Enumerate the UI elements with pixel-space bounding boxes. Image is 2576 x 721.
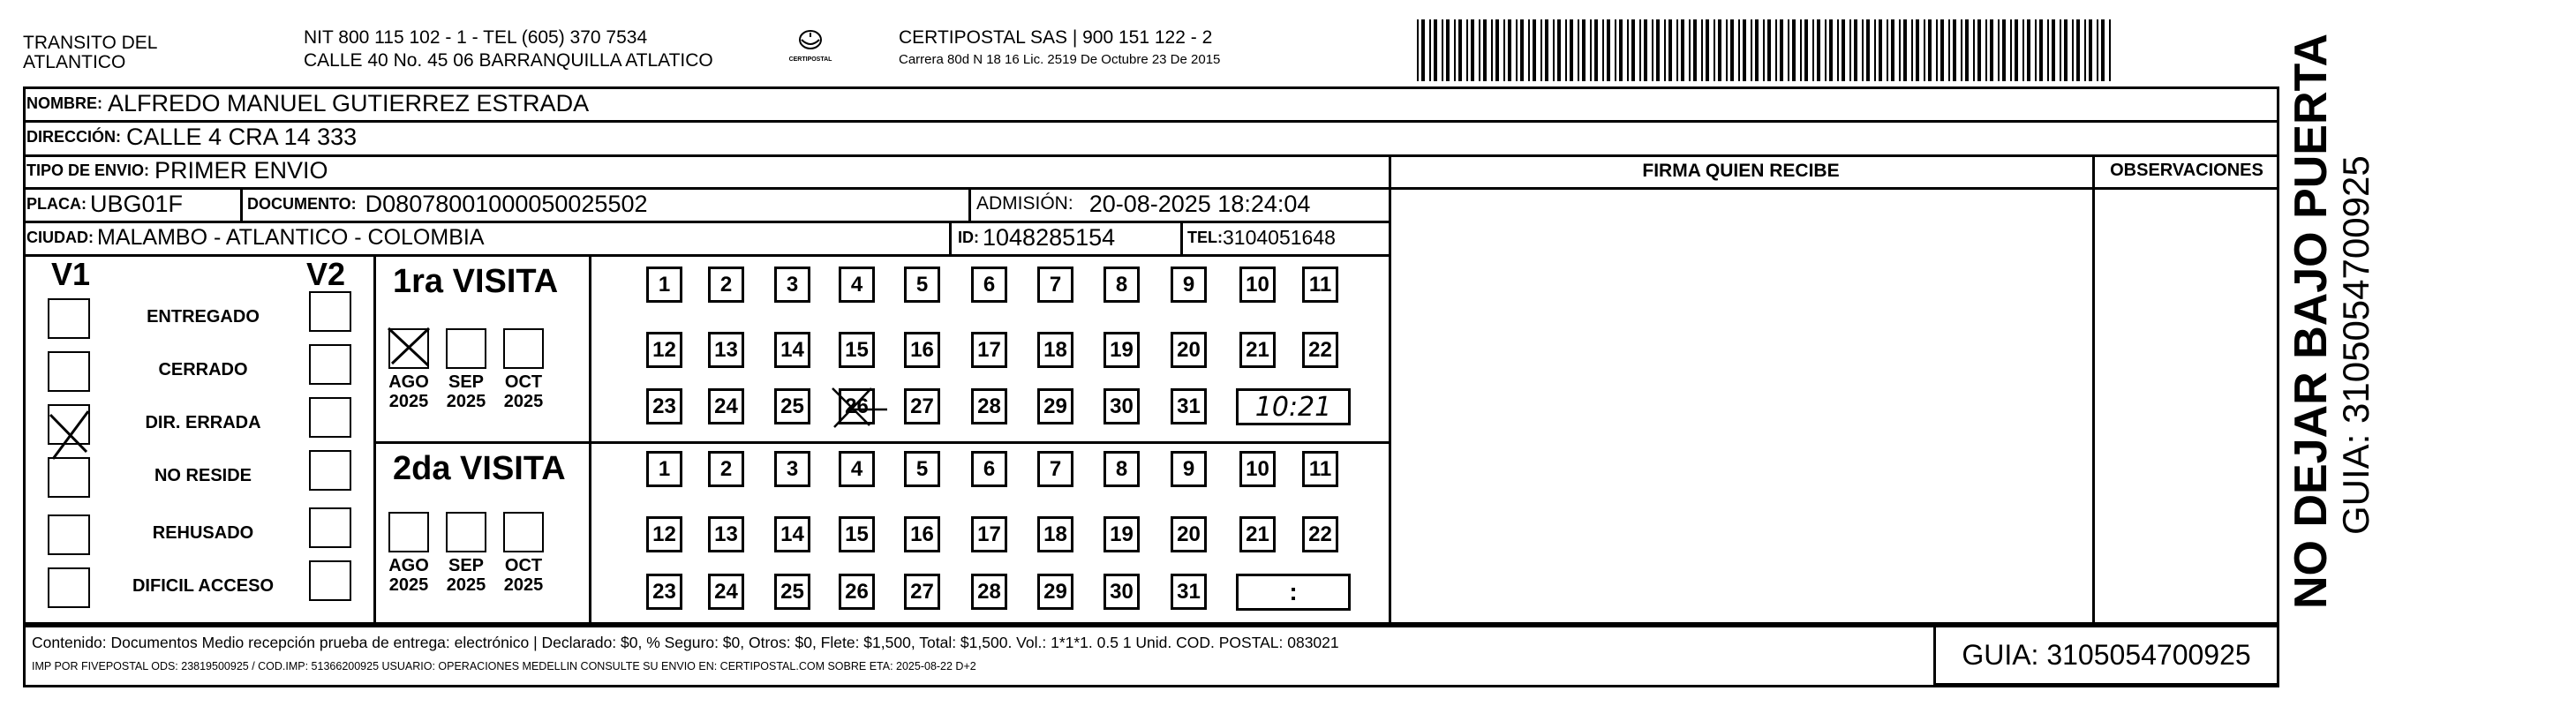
documento-label: DOCUMENTO: — [247, 194, 357, 213]
ciudad-label: CIUDAD: — [26, 228, 94, 246]
status-label: REHUSADO — [152, 523, 254, 543]
day-box[interactable]: 31 — [1171, 574, 1207, 610]
day-box[interactable]: 31 — [1171, 388, 1207, 424]
direccion-label: DIRECCIÓN: — [26, 128, 121, 146]
day-box[interactable]: 23 — [646, 574, 682, 610]
day-box[interactable]: 29 — [1037, 388, 1073, 424]
month-label: OCT 2025 — [503, 372, 544, 411]
day-box[interactable]: 14 — [774, 332, 810, 368]
day-box[interactable]: 7 — [1037, 267, 1073, 303]
col-divider — [1933, 625, 1936, 686]
day-box[interactable]: 25 — [774, 574, 810, 610]
status-label: ENTREGADO — [147, 307, 260, 327]
day-box[interactable]: 24 — [708, 388, 744, 424]
footer-contenido: Contenido: Documentos Medio recepción prueba de entrega: electrónico | Declarado: $0, % Seguro: $0, Otros: $0, Flete: $1,500, Total: $1,500. Vol.: 1*1*1. 0.5 1 Unid. COD. POSTAL: 083021 — [32, 634, 1339, 651]
day-box[interactable]: 16 — [904, 332, 940, 368]
second-visit-time: : — [1236, 574, 1351, 611]
day-box[interactable]: 17 — [971, 516, 1007, 552]
guia-box: GUIA: 3105054700925 — [1933, 625, 2279, 686]
month-label: SEP 2025 — [446, 372, 486, 411]
day-box[interactable]: 1 — [646, 451, 682, 487]
v1-label: V1 — [51, 256, 91, 292]
day-box[interactable]: 2 — [708, 451, 744, 487]
day-box[interactable]: 25 — [774, 388, 810, 424]
day-box[interactable]: 9 — [1171, 451, 1207, 487]
day-box[interactable]: 12 — [646, 332, 682, 368]
day-box[interactable]: 26 — [839, 388, 875, 424]
bottom-line — [23, 685, 2279, 687]
logo-text: CERTIPOSTAL — [788, 56, 832, 63]
day-box[interactable]: 18 — [1037, 516, 1073, 552]
company-sub: Carrera 80d N 18 16 Lic. 2519 De Octubre 23 De 2015 — [899, 52, 1221, 67]
day-box[interactable]: 24 — [708, 574, 744, 610]
day-box[interactable]: 8 — [1103, 451, 1140, 487]
day-box[interactable]: 11 — [1302, 451, 1338, 487]
status-label: DIR. ERRADA — [145, 413, 261, 432]
nit-line: NIT 800 115 102 - 1 - TEL (605) 370 7534 — [304, 27, 648, 48]
day-box[interactable]: 10 — [1239, 451, 1276, 487]
month-label: AGO 2025 — [388, 372, 429, 411]
day-box[interactable]: 11 — [1302, 267, 1338, 303]
status-label: DIFICIL ACCESO — [132, 576, 274, 596]
status-label: CERRADO — [158, 360, 248, 379]
day-box[interactable]: 3 — [774, 267, 810, 303]
day-box[interactable]: 23 — [646, 388, 682, 424]
day-box[interactable]: 21 — [1239, 332, 1276, 368]
observaciones-header: OBSERVACIONES — [2110, 161, 2263, 180]
day-box[interactable]: 13 — [708, 516, 744, 552]
day-box[interactable]: 15 — [839, 332, 875, 368]
placa-label: PLACA: — [26, 194, 87, 213]
day-box[interactable]: 27 — [904, 574, 940, 610]
issuer-line2: ATLANTICO — [23, 52, 126, 72]
day-box[interactable]: 27 — [904, 388, 940, 424]
day-box[interactable]: 22 — [1302, 516, 1338, 552]
day-box[interactable]: 28 — [971, 388, 1007, 424]
day-box[interactable]: 12 — [646, 516, 682, 552]
day-box[interactable]: 20 — [1171, 516, 1207, 552]
day-box[interactable]: 29 — [1037, 574, 1073, 610]
day-box[interactable]: 13 — [708, 332, 744, 368]
admision-value: 20-08-2025 18:24:04 — [1088, 190, 1311, 217]
tipo-value: PRIMER ENVIO — [154, 157, 328, 184]
v2-label: V2 — [306, 256, 346, 292]
day-box[interactable]: 8 — [1103, 267, 1140, 303]
month-label: AGO 2025 — [388, 556, 429, 595]
day-box[interactable]: 30 — [1103, 388, 1140, 424]
tipo-label: TIPO DE ENVIO: — [26, 161, 150, 179]
day-box[interactable]: 17 — [971, 332, 1007, 368]
day-box[interactable]: 16 — [904, 516, 940, 552]
id-label: ID: — [958, 228, 979, 246]
day-box[interactable]: 3 — [774, 451, 810, 487]
day-box[interactable]: 1 — [646, 267, 682, 303]
month-label: OCT 2025 — [503, 556, 544, 595]
side-warning: NO DEJAR BAJO PUERTA — [2286, 33, 2337, 609]
day-box[interactable]: 26 — [839, 574, 875, 610]
first-visit-time: 10:21 — [1236, 388, 1351, 425]
day-box[interactable]: 5 — [904, 451, 940, 487]
firma-header: FIRMA QUIEN RECIBE — [1642, 160, 1840, 181]
day-box[interactable]: 21 — [1239, 516, 1276, 552]
day-box[interactable]: 20 — [1171, 332, 1207, 368]
day-box[interactable]: 5 — [904, 267, 940, 303]
second-visit-title: 2da VISITA — [393, 450, 566, 487]
tel-value: 3104051648 — [1223, 225, 1336, 249]
day-box[interactable]: 19 — [1103, 516, 1140, 552]
ciudad-value: MALAMBO - ATLANTICO - COLOMBIA — [97, 224, 485, 250]
day-box[interactable]: 28 — [971, 574, 1007, 610]
day-box[interactable]: 6 — [971, 267, 1007, 303]
day-box[interactable]: 30 — [1103, 574, 1140, 610]
tel-label: TEL: — [1187, 228, 1223, 246]
day-box[interactable]: 18 — [1037, 332, 1073, 368]
day-box[interactable]: 9 — [1171, 267, 1207, 303]
admision-label: ADMISIÓN: — [976, 193, 1073, 214]
month-label: SEP 2025 — [446, 556, 486, 595]
company-line: CERTIPOSTAL SAS | 900 151 122 - 2 — [899, 27, 1213, 48]
footer-imp: IMP POR FIVEPOSTAL ODS: 23819500925 / COD.IMP: 51366200925 USUARIO: OPERACIONES MEDELLIN CONSULTE SU ENVIO EN: CERTIPOSTAL.COM SOBRE ETA: 2025-08-22 D+2 — [32, 660, 976, 672]
side-guia: GUIA: 3105054700925 — [2335, 155, 2376, 535]
status-label: NO RESIDE — [154, 466, 252, 485]
col-divider — [23, 625, 26, 686]
address-line: CALLE 40 No. 45 06 BARRANQUILLA ATLATICO — [304, 50, 713, 71]
documento-value: D08078001000050025502 — [365, 190, 648, 217]
first-visit-title: 1ra VISITA — [393, 263, 559, 300]
day-box[interactable]: 10 — [1239, 267, 1276, 303]
day-box[interactable]: 15 — [839, 516, 875, 552]
direccion-value: CALLE 4 CRA 14 333 — [126, 124, 358, 150]
nombre-label: NOMBRE: — [26, 94, 102, 112]
day-box[interactable]: 6 — [971, 451, 1007, 487]
day-box[interactable]: 4 — [839, 267, 875, 303]
nombre-value: ALFREDO MANUEL GUTIERREZ ESTRADA — [108, 89, 590, 116]
day-box[interactable]: 14 — [774, 516, 810, 552]
id-value: 1048285154 — [983, 223, 1116, 251]
day-box[interactable]: 22 — [1302, 332, 1338, 368]
day-box[interactable]: 2 — [708, 267, 744, 303]
placa-value: UBG01F — [90, 190, 184, 217]
day-box[interactable]: 7 — [1037, 451, 1073, 487]
issuer-line1: TRANSITO DEL — [23, 33, 158, 53]
day-box[interactable]: 19 — [1103, 332, 1140, 368]
day-box[interactable]: 4 — [839, 451, 875, 487]
